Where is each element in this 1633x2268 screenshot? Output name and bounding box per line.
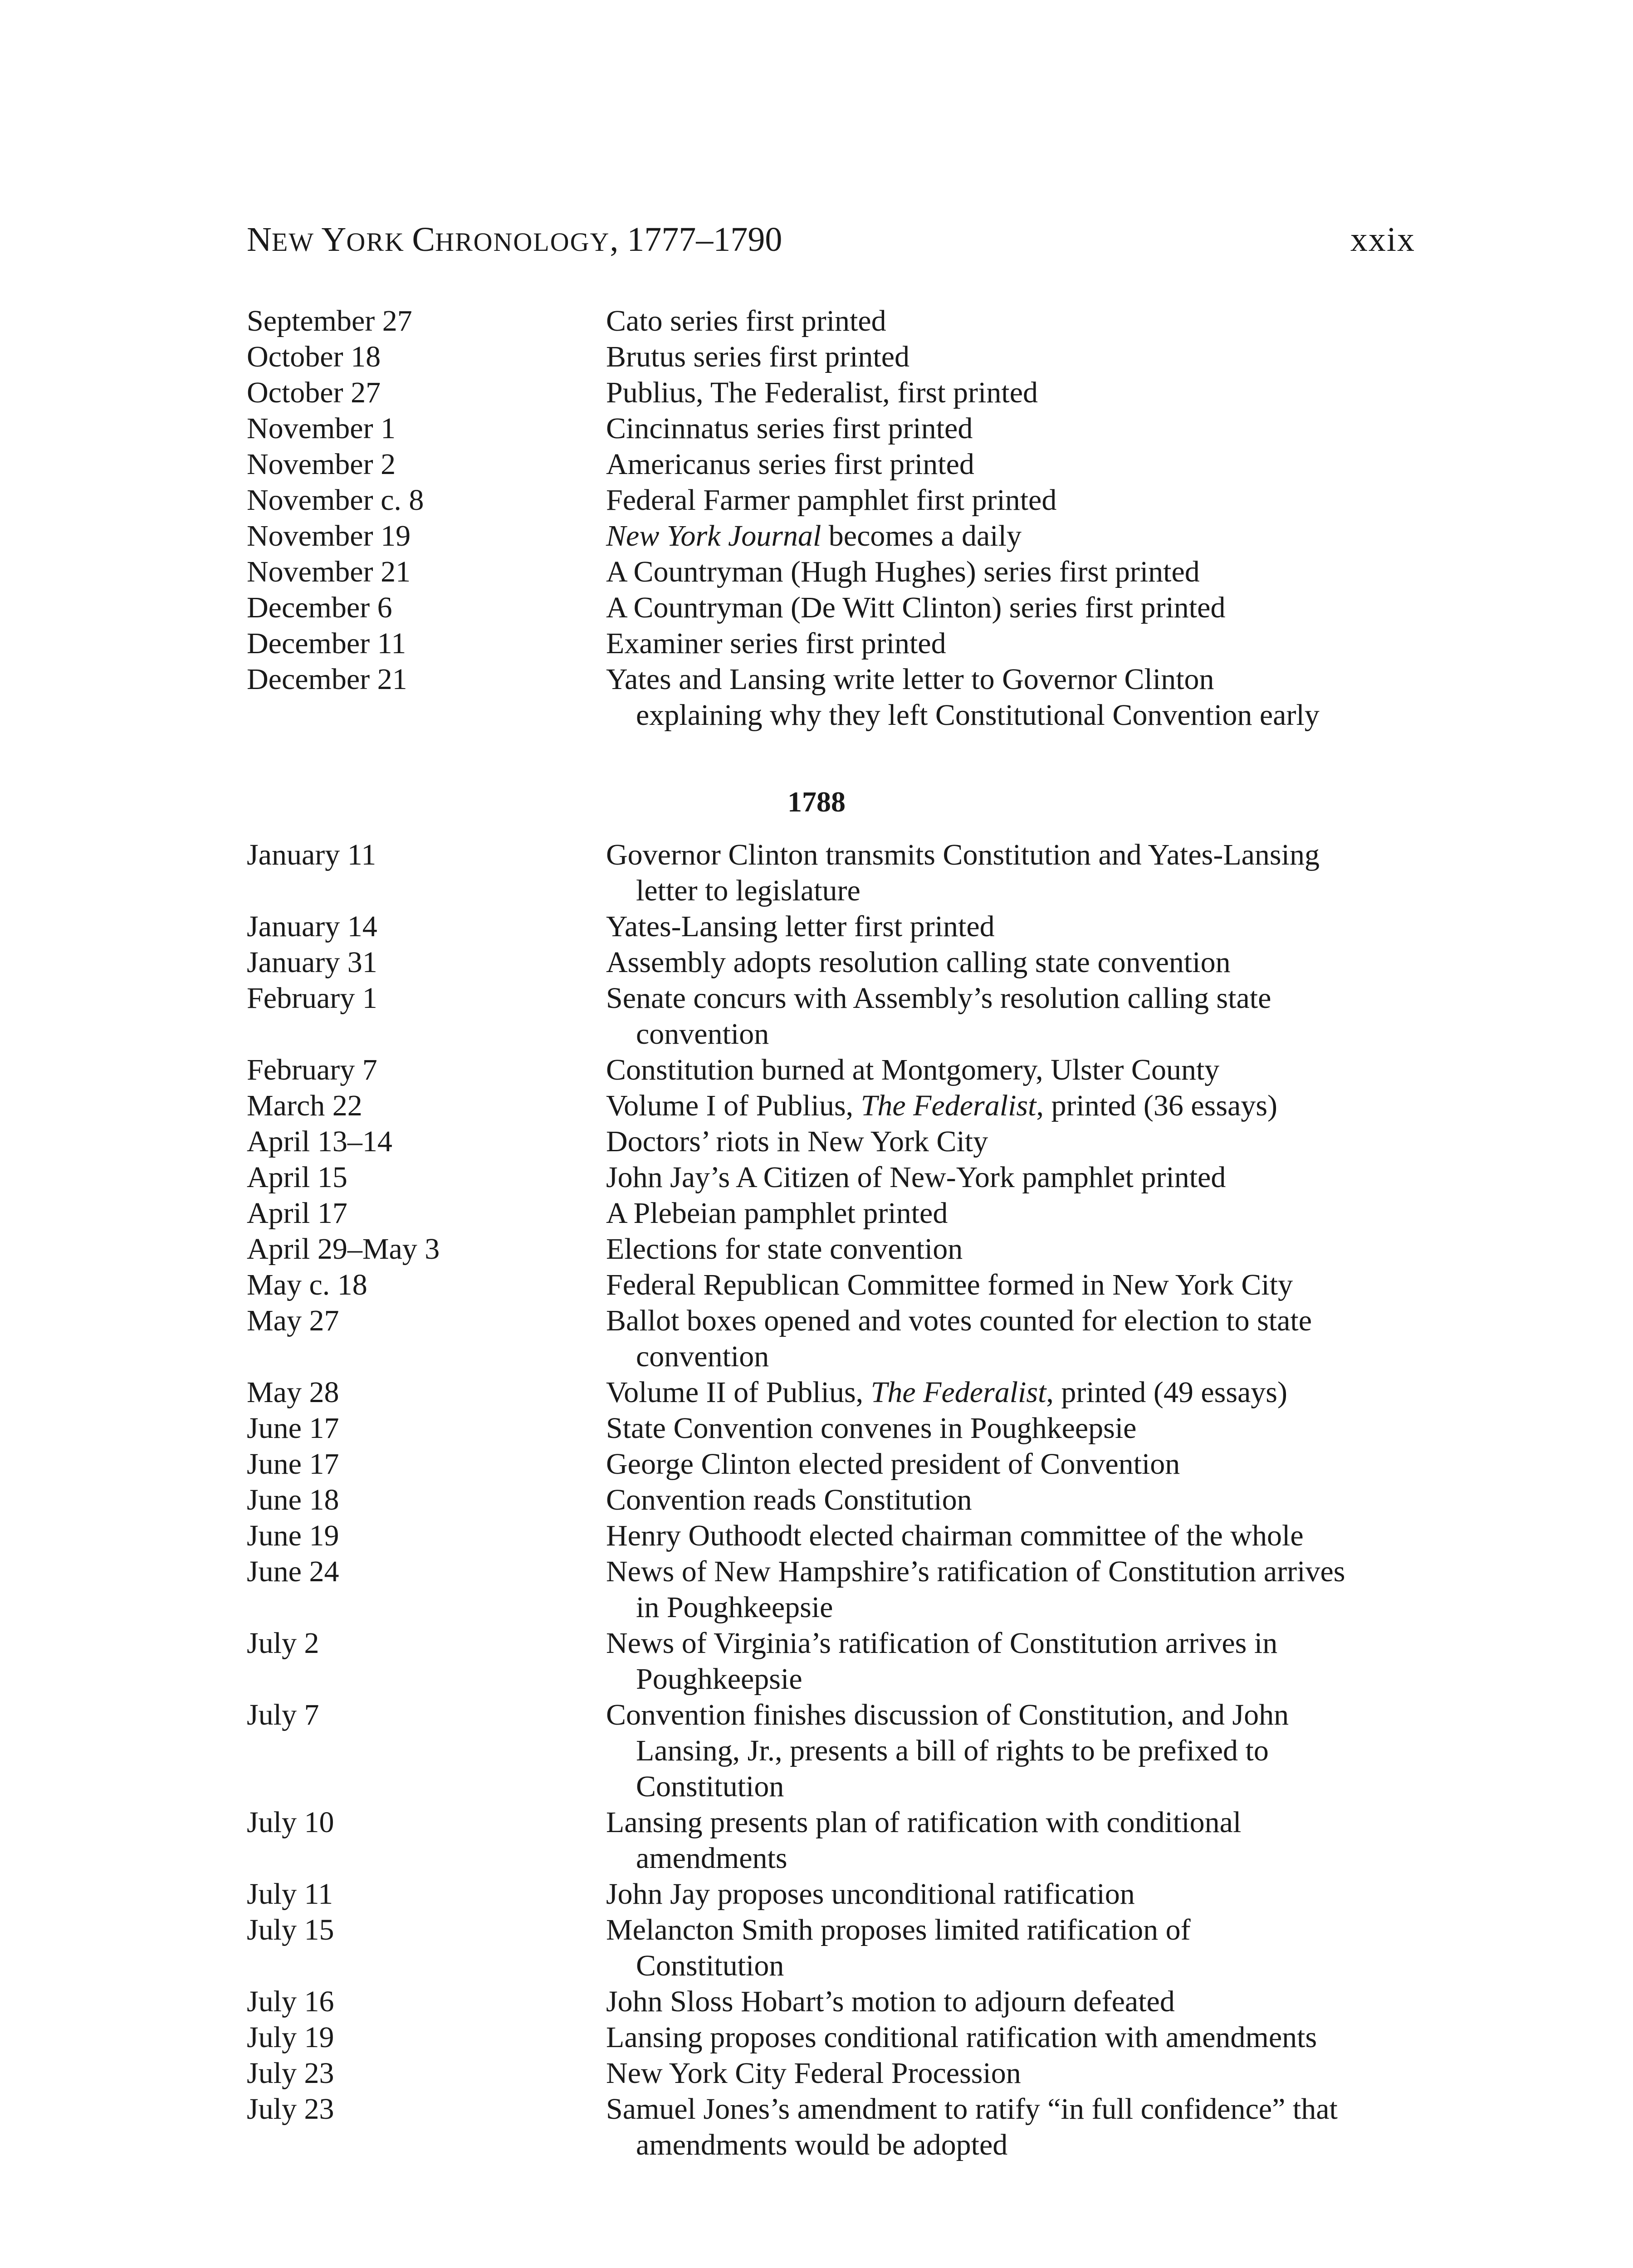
- entry-date: July 7: [247, 1698, 319, 1731]
- entry-date: July 2: [247, 1627, 319, 1660]
- entry-date: June 19: [247, 1519, 339, 1552]
- entry-date: July 19: [247, 2021, 334, 2054]
- entry-date: January 31: [247, 946, 377, 979]
- entry-event: News of Virginia’s ratification of Constitution arrives in Poughkeepsie: [606, 1627, 1278, 1696]
- running-head-title: [247, 217, 782, 265]
- entry-date: July 11: [247, 1877, 333, 1911]
- entry-date: January 11: [247, 838, 376, 871]
- entry-event: Melancton Smith proposes limited ratification of Constitution: [606, 1913, 1191, 1982]
- year-heading-1788: 1788: [787, 786, 846, 818]
- entry-date: November c. 8: [247, 484, 424, 517]
- entry-event: Cincinnatus series first printed: [606, 412, 973, 445]
- entry-date: November 21: [247, 555, 411, 588]
- entry-event: Governor Clinton transmits Constitution and Yates-Lansing letter to legislature: [606, 838, 1320, 907]
- entry-date: July 15: [247, 1913, 334, 1946]
- entry-event-italic: New York Journal: [606, 519, 821, 552]
- entry-date: November 19: [247, 519, 411, 552]
- entry-event: A Countryman (De Witt Clinton) series first printed: [606, 591, 1226, 624]
- entry-date: June 17: [247, 1447, 339, 1481]
- entry-event: Lansing presents plan of ratification with conditional amendments: [606, 1806, 1242, 1875]
- entry-event-italic: The Federalist: [870, 1376, 1046, 1409]
- entry-event: Brutus series first printed: [606, 340, 910, 373]
- entry-event: News of New Hampshire’s ratification of Constitution arrives in Poughkeepsie: [606, 1555, 1345, 1624]
- entry-event: John Sloss Hobart’s motion to adjourn defeated: [606, 1985, 1175, 2018]
- entry-event: Examiner series first printed: [606, 627, 946, 660]
- entry-date: May 27: [247, 1304, 339, 1337]
- running-head-part: , 1777–1790: [610, 220, 782, 259]
- entry-date: January 14: [247, 910, 377, 943]
- entry-date: June 17: [247, 1412, 339, 1445]
- entry-date: December 6: [247, 591, 392, 624]
- entry-event: Yates and Lansing write letter to Governor Clinton explaining why they left Constitutional Convention early: [606, 663, 1320, 732]
- entry-date: February 1: [247, 982, 377, 1015]
- entry-date: October 27: [247, 376, 381, 409]
- entry-date: July 23: [247, 2092, 334, 2126]
- entry-date: April 29–May 3: [247, 1232, 440, 1266]
- entry-date: December 21: [247, 663, 407, 696]
- entry-event: [606, 1374, 1451, 1410]
- entry-event: Federal Farmer pamphlet first printed: [606, 484, 1057, 517]
- entry-date: October 18: [247, 340, 381, 373]
- entry-event: Constitution burned at Montgomery, Ulster County: [606, 1053, 1220, 1086]
- entry-event: Yates-Lansing letter first printed: [606, 910, 995, 943]
- entry-event: Henry Outhoodt elected chairman committee of the whole: [606, 1519, 1304, 1552]
- entry-event-italic: The Federalist: [861, 1089, 1037, 1122]
- entry-event-text: Volume II of Publius,: [606, 1376, 871, 1409]
- entry-date: March 22: [247, 1089, 362, 1122]
- entry-event: A Plebeian pamphlet printed: [606, 1197, 948, 1230]
- entry-date: April 15: [247, 1161, 347, 1194]
- running-head-part: N: [247, 220, 272, 259]
- entry-date: May c. 18: [247, 1268, 367, 1301]
- entry-event: [606, 518, 1451, 554]
- page-number: xxix: [1350, 220, 1415, 259]
- running-head-part: HRONOLOGY: [435, 227, 610, 257]
- entry-date: November 2: [247, 448, 396, 481]
- entry-date: July 23: [247, 2057, 334, 2090]
- entry-date: July 16: [247, 1985, 334, 2018]
- entry-date: April 17: [247, 1197, 347, 1230]
- entry-event: John Jay proposes unconditional ratification: [606, 1877, 1135, 1911]
- entry-event-text: Volume I of Publius,: [606, 1089, 861, 1122]
- entry-event: Senate concurs with Assembly’s resolution calling state convention: [606, 982, 1271, 1051]
- entry-event: New York City Federal Procession: [606, 2057, 1021, 2090]
- entry-event: Elections for state convention: [606, 1232, 963, 1266]
- entry-event: Assembly adopts resolution calling state convention: [606, 946, 1231, 979]
- entry-event-text-after: , printed (36 essays): [1036, 1089, 1277, 1122]
- entry-date: September 27: [247, 304, 412, 337]
- entry-event: Doctors’ riots in New York City: [606, 1125, 988, 1158]
- entry-event: John Jay’s A Citizen of New-York pamphlet printed: [606, 1161, 1226, 1194]
- running-head-part: Y: [321, 220, 347, 259]
- entry-date: December 11: [247, 627, 406, 660]
- entry-date: June 24: [247, 1555, 339, 1588]
- running-head: [247, 217, 1415, 262]
- entry-event-text-after: , printed (49 essays): [1046, 1376, 1287, 1409]
- entry-date: November 1: [247, 412, 396, 445]
- entry-event: Federal Republican Committee formed in New York City: [606, 1268, 1293, 1301]
- entry-date: July 10: [247, 1806, 334, 1839]
- entry-event: Ballot boxes opened and votes counted for election to state convention: [606, 1304, 1312, 1373]
- entry-event: [606, 1088, 1451, 1124]
- running-head-part: EW: [271, 227, 322, 257]
- entry-date: May 28: [247, 1376, 339, 1409]
- entry-event: George Clinton elected president of Convention: [606, 1447, 1180, 1481]
- entry-event: Americanus series first printed: [606, 448, 974, 481]
- entry-event: Lansing proposes conditional ratification with amendments: [606, 2021, 1317, 2054]
- running-head-part: C: [412, 220, 435, 259]
- entry-event: Convention finishes discussion of Constitution, and John Lansing, Jr., presents a bill of rights to be prefixed to Constitution: [606, 1698, 1289, 1803]
- entry-event-text: becomes a daily: [821, 519, 1022, 552]
- entry-event: Publius, The Federalist, first printed: [606, 376, 1038, 409]
- entry-date: February 7: [247, 1053, 377, 1086]
- entry-event: Cato series first printed: [606, 304, 886, 337]
- entry-date: June 18: [247, 1483, 339, 1516]
- entry-event: Convention reads Constitution: [606, 1483, 972, 1516]
- entry-date: April 13–14: [247, 1125, 392, 1158]
- entry-event: A Countryman (Hugh Hughes) series first printed: [606, 555, 1200, 588]
- entry-event: Samuel Jones’s amendment to ratify “in full confidence” that amendments would be adopted: [606, 2092, 1338, 2161]
- running-head-part: ORK: [346, 227, 412, 257]
- entry-event: State Convention convenes in Poughkeepsie: [606, 1412, 1137, 1445]
